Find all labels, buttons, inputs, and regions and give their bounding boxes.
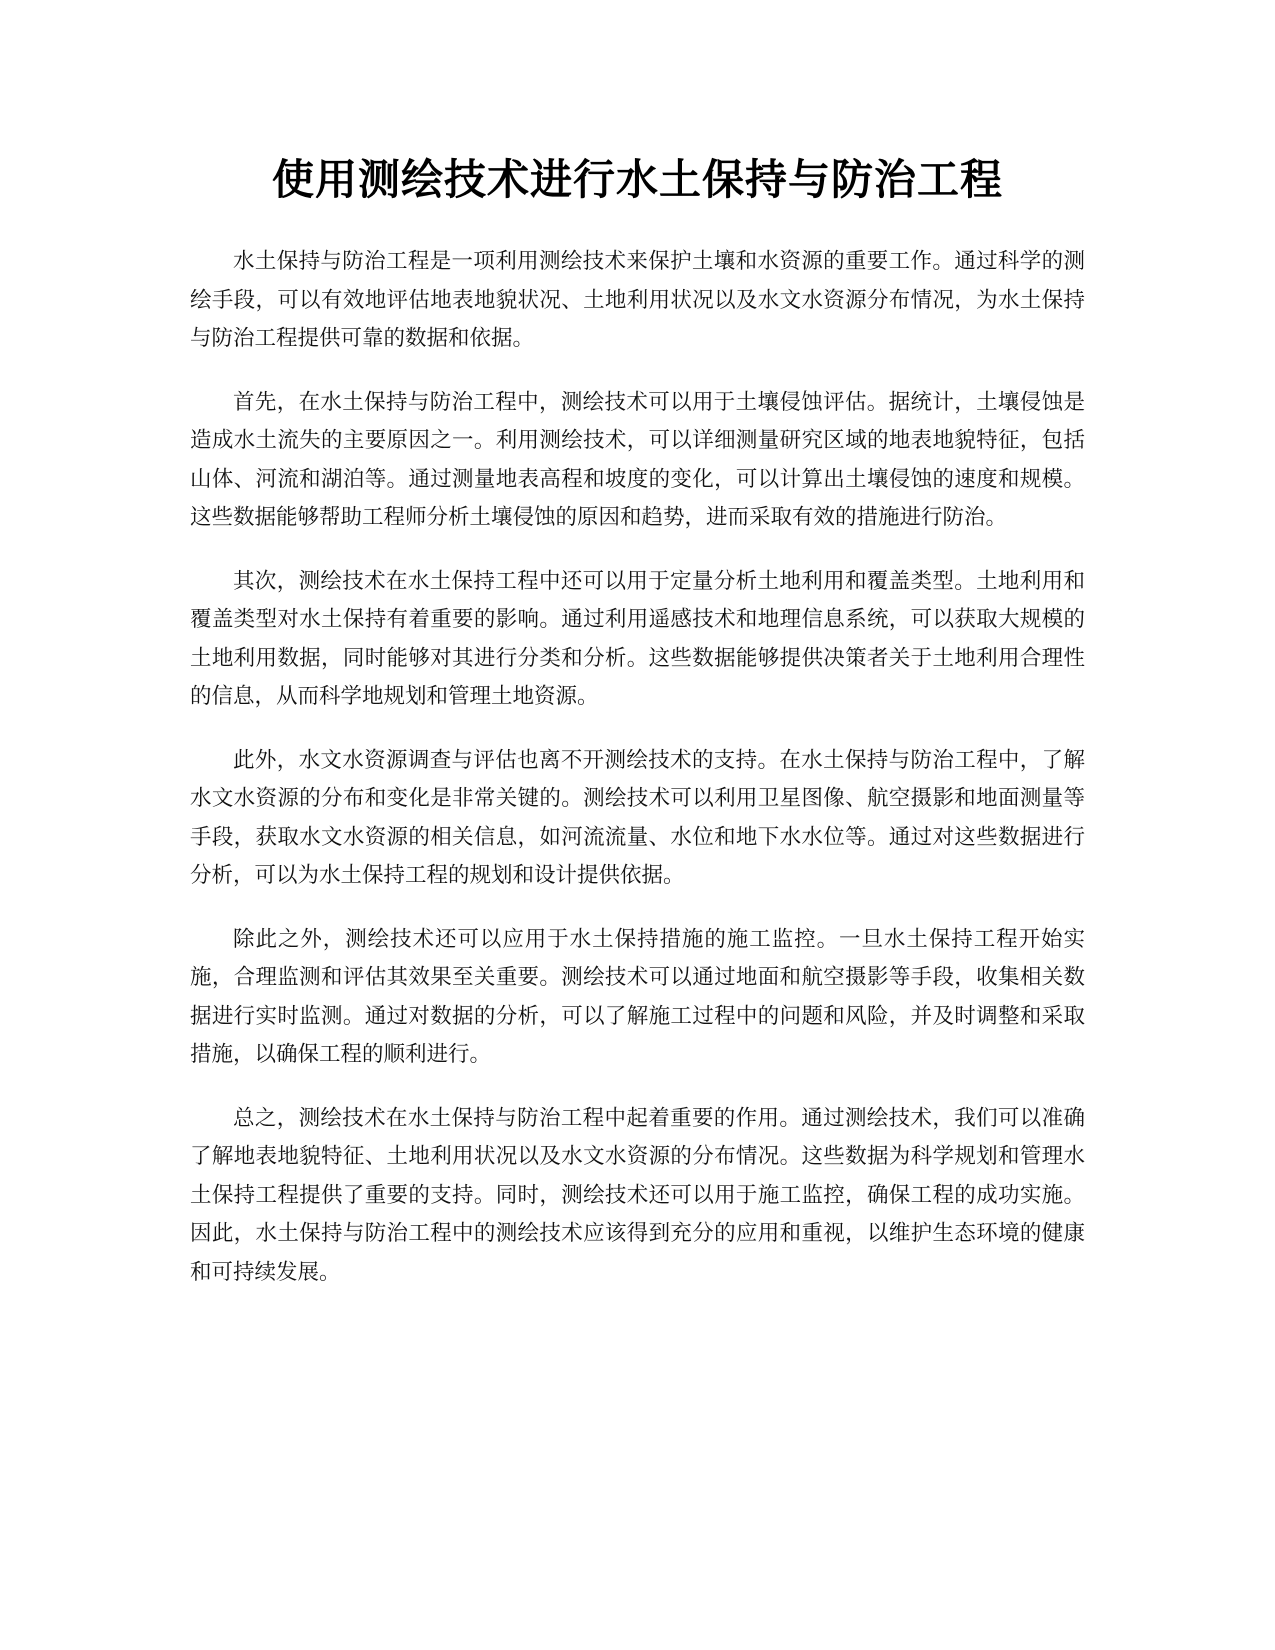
paragraph-2: 首先，在水土保持与防治工程中，测绘技术可以用于土壤侵蚀评估。据统计，土壤侵蚀是造成水土流失的主要原因之一。利用测绘技术，可以详细测量研究区域的地表地貌特征，包括山体、河流和湖泊等。通过测量地表高程和坡度的变化，可以计算出土壤侵蚀的速度和规模。这些数据能够帮助工程师分析土壤侵蚀的原因和趋势，进而采取有效的措施进行防治。	[190, 389, 1085, 530]
paragraph-5: 除此之外，测绘技术还可以应用于水土保持措施的施工监控。一旦水土保持工程开始实施，合理监测和评估其效果至关重要。测绘技术可以通过地面和航空摄影等手段，收集相关数据进行实时监测。通过对数据的分析，可以了解施工过程中的问题和风险，并及时调整和采取措施，以确保工程的顺利进行。	[190, 926, 1085, 1067]
document-body	[190, 243, 1085, 1317]
page-title: 使用测绘技术进行水土保持与防治工程	[271, 155, 1003, 204]
paragraph-4: 此外，水文水资源调查与评估也离不开测绘技术的支持。在水土保持与防治工程中，了解水文水资源的分布和变化是非常关键的。测绘技术可以利用卫星图像、航空摄影和地面测量等手段，获取水文水资源的相关信息，如河流流量、水位和地下水水位等。通过对这些数据进行分析，可以为水土保持工程的规划和设计提供依据。	[190, 747, 1085, 888]
paragraph-1: 水土保持与防治工程是一项利用测绘技术来保护土壤和水资源的重要工作。通过科学的测绘手段，可以有效地评估地表地貌状况、土地利用状况以及水文水资源分布情况，为水土保持与防治工程提供可靠的数据和依据。	[190, 249, 1085, 351]
paragraph-6: 总之，测绘技术在水土保持与防治工程中起着重要的作用。通过测绘技术，我们可以准确了解地表地貌特征、土地利用状况以及水文水资源的分布情况。这些数据为科学规划和管理水土保持工程提供了重要的支持。同时，测绘技术还可以用于施工监控，确保工程的成功实施。因此，水土保持与防治工程中的测绘技术应该得到充分的应用和重视，以维护生态环境的健康和可持续发展。	[190, 1105, 1085, 1285]
paragraph-3: 其次，测绘技术在水土保持工程中还可以用于定量分析土地利用和覆盖类型。土地利用和覆盖类型对水土保持有着重要的影响。通过利用遥感技术和地理信息系统，可以获取大规模的土地利用数据，同时能够对其进行分类和分析。这些数据能够提供决策者关于土地利用合理性的信息，从而科学地规划和管理土地资源。	[190, 568, 1085, 709]
